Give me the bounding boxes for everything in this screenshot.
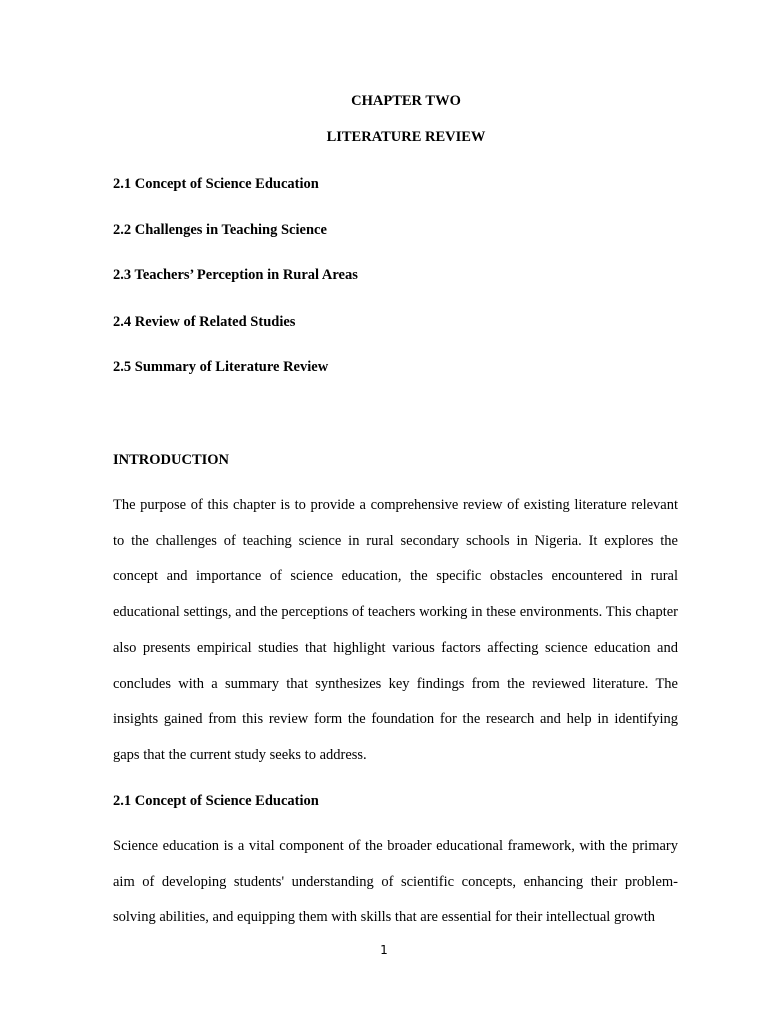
toc-item-2-1: 2.1 Concept of Science Education — [113, 176, 319, 192]
chapter-subtitle: LITERATURE REVIEW — [326, 129, 486, 145]
toc-item-2-4: 2.4 Review of Related Studies — [113, 314, 296, 330]
chapter-title: CHAPTER TWO — [351, 93, 461, 109]
section-paragraph: Science education is a vital component of the broader educational framework, with the primary aim of developing students' understanding of scientific concepts, enhancing their problem-solving abilities, and equipping them with skills that are essential for their intellectual growth — [113, 838, 678, 926]
introduction-paragraph: The purpose of this chapter is to provide a comprehensive review of existing literature relevant to the challenges of teaching science in rural secondary schools in Nigeria. It explores the concept and importance of science education, the specific obstacles encountered in rural educational settings, and the perceptions of teachers working in these environments. This chapter also presents empirical studies that highlight various factors affecting science education and concludes with a summary that synthesizes key findings from the reviewed literature. The insights gained from this review form the foundation for the research and help in identifying gaps that the current study seeks to address. — [113, 497, 678, 763]
toc-item-2-3: 2.3 Teachers’ Perception in Rural Areas — [113, 267, 358, 283]
introduction-heading: INTRODUCTION — [113, 452, 230, 468]
section-heading: 2.1 Concept of Science Education — [113, 793, 319, 809]
toc-item-2-5: 2.5 Summary of Literature Review — [113, 359, 329, 375]
toc-item-2-2: 2.2 Challenges in Teaching Science — [113, 222, 327, 238]
page-number: 1 — [380, 943, 388, 957]
